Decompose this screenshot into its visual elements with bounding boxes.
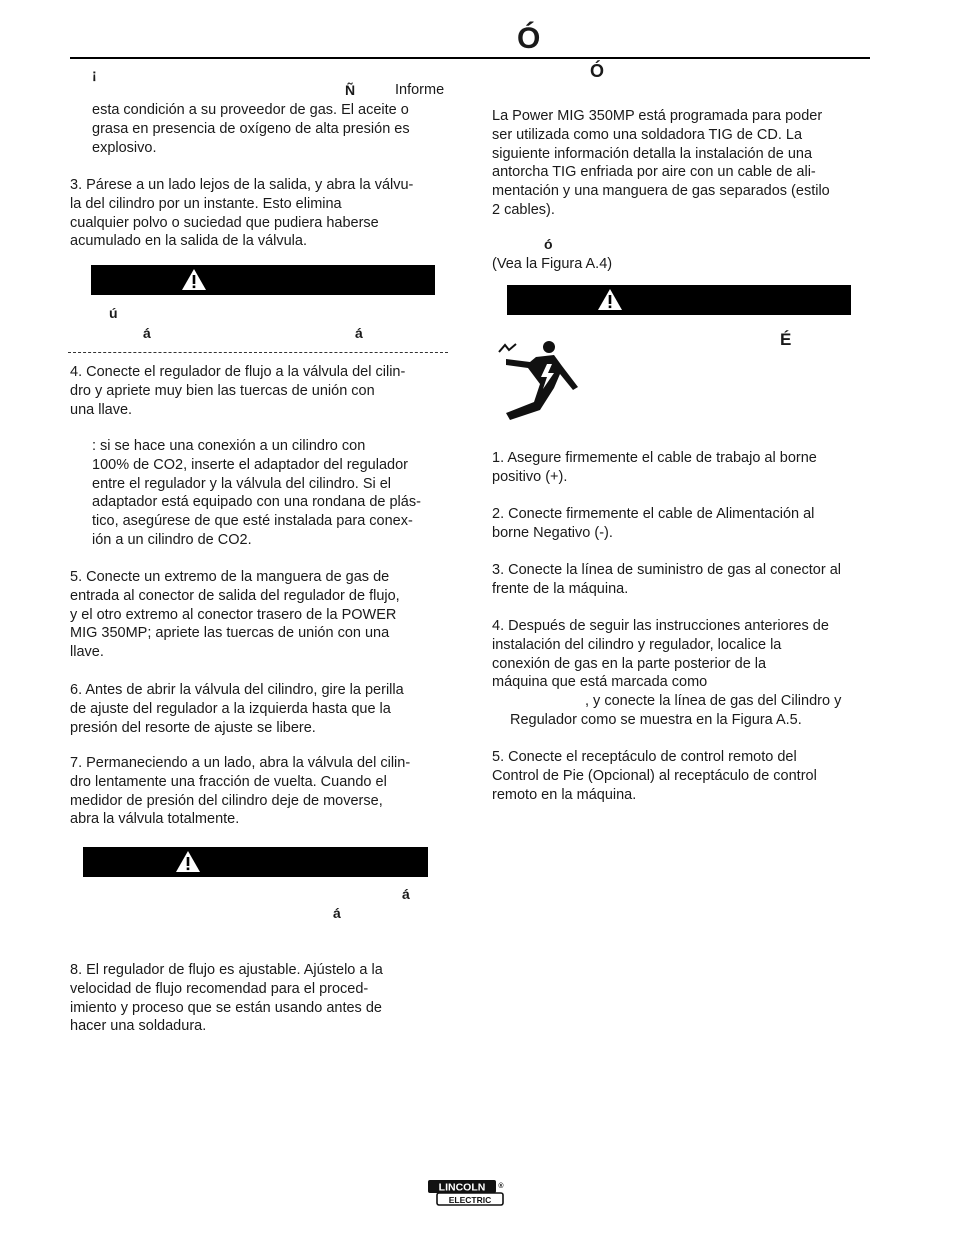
note-paragraph: : si se hace una conexión a un cilindro con 100% de CO2, inserte el adaptador del regulador entre el regulador y la válvula del cilindro. Si el adaptador está equipado con una rondana de plás- tico, asegúrese de que esté instalada para conex- ión a un cilindro de CO2. bbox=[92, 438, 421, 548]
intro-paragraph: esta condición a su proveedor de gas. El aceite o grasa en presencia de oxígeno de alta presión es explosivo. bbox=[92, 102, 410, 156]
header-rule bbox=[70, 57, 870, 59]
electric-shock-icon bbox=[498, 340, 582, 424]
step-5-right: 5. Conecte el receptáculo de control remoto del Control de Pie (Opcional) al receptáculo de control remoto en la máquina. bbox=[492, 749, 817, 803]
warning-triangle-icon bbox=[597, 288, 623, 311]
warning-fragment: É bbox=[780, 330, 792, 349]
step-4-right: 4. Después de seguir las instrucciones anteriores de instalación del cilindro y regulador, localice la conexión de gas en la parte posterior de la máquina que está marcada como bbox=[492, 618, 829, 691]
warning-fragment: á bbox=[402, 886, 410, 902]
figure-reference: (Vea la Figura A.4) bbox=[492, 256, 613, 272]
step-6: 6. Antes de abrir la válvula del cilindro, gire la perilla de ajuste del regulador a la izquierda hasta que la presión del resorte de ajuste se libere. bbox=[70, 682, 404, 736]
warning-triangle-icon bbox=[175, 850, 201, 873]
step-3: 3. Párese a un lado lejos de la salida, y abra la válvu- la del cilindro por un instante. Esto elimina cualquier polvo o suciedad que pudiera haberse acumulado en la salida de la válvula. bbox=[70, 177, 414, 250]
intro-paragraph-right: La Power MIG 350MP está programada para poder ser utilizada como una soldadora TIG de CD. La siguiente información detalla la instalación de una antorcha TIG enfriada por aire con un cable de ali- mentación y una manguera de gas separados (estilo 2 cables). bbox=[492, 108, 830, 218]
warning-bar bbox=[83, 847, 428, 877]
dashed-divider bbox=[68, 352, 448, 353]
fragment-ntilde: Ñ bbox=[345, 82, 356, 98]
step-3-right: 3. Conecte la línea de suministro de gas al conector al frente de la máquina. bbox=[492, 562, 842, 597]
step-8: 8. El regulador de flujo es ajustable. Ajústelo a la velocidad de flujo recomendad para el proced- imiento y proceso que se están usando antes de hacer una soldadura. bbox=[70, 962, 383, 1035]
warning-fragment: ú bbox=[109, 305, 118, 321]
section-heading: Ó bbox=[590, 61, 605, 81]
logo-registered-mark: ® bbox=[498, 1183, 504, 1190]
step-5: 5. Conecte un extremo de la manguera de gas de entrada al conector de salida del regulador de flujo, y el otro extremo al conector trasero de la POWER MIG 350MP; apriete las tuercas de unión con una llave. bbox=[70, 569, 400, 661]
warning-fragment: á bbox=[333, 905, 341, 921]
step-2-right: 2. Conecte firmemente el cable de Alimentación al borne Negativo (-). bbox=[492, 506, 815, 541]
step-4: 4. Conecte el regulador de flujo a la válvula del cilin- dro y apriete muy bien las tuercas de unión con una llave. bbox=[70, 364, 406, 418]
lincoln-electric-logo bbox=[427, 1179, 505, 1207]
warning-fragment: á bbox=[355, 325, 363, 341]
step-4-continuation: , y conecte la línea de gas del Cilindro y Regulador como se muestra en la Figura A.5. bbox=[510, 693, 842, 728]
logo-bottom-text: ELECTRIC bbox=[448, 1195, 492, 1205]
logo-top-text: LINCOLN bbox=[438, 1181, 486, 1194]
fragment-mark: ¡ bbox=[92, 66, 97, 82]
step-1-right: 1. Asegure firmemente el cable de trabajo al borne positivo (+). bbox=[492, 450, 817, 485]
warning-fragment: á bbox=[143, 325, 151, 341]
subheading-fragment: ó bbox=[544, 236, 553, 252]
warning-bar bbox=[507, 285, 851, 315]
warning-bar bbox=[91, 265, 435, 295]
fragment-informe: Informe bbox=[395, 82, 445, 98]
page-title: Ó bbox=[517, 22, 541, 55]
step-7: 7. Permaneciendo a un lado, abra la válvula del cilin- dro lentamente una fracción de vuelta. Cuando el medidor de presión del cilindro deje de moverse, abra la válvula totalmente. bbox=[70, 755, 411, 828]
warning-triangle-icon bbox=[181, 268, 207, 291]
